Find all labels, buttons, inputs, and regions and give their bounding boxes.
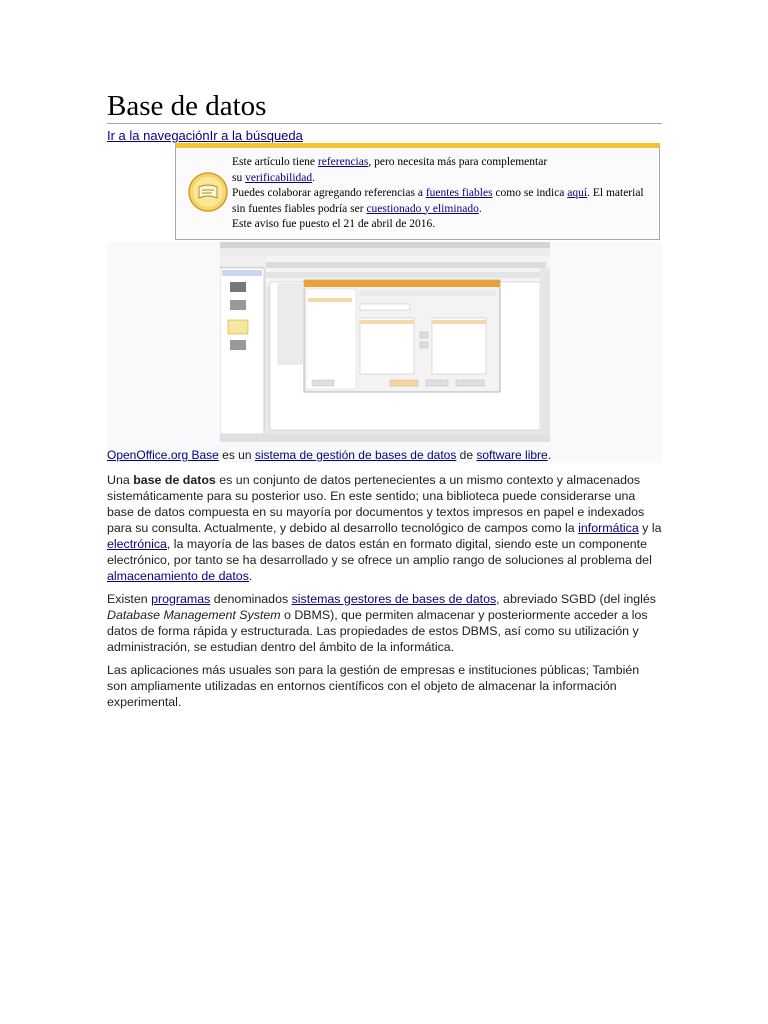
skip-to-search-link[interactable]: Ir a la búsqueda: [209, 128, 303, 143]
openoffice-base-link[interactable]: OpenOffice.org Base: [107, 448, 219, 462]
skip-to-navigation-link[interactable]: Ir a la navegación: [107, 128, 210, 143]
software-libre-link[interactable]: software libre: [476, 448, 548, 462]
notice-text-fragment: .: [478, 202, 482, 215]
notice-text-fragment: . El material: [587, 187, 644, 199]
electronica-link[interactable]: electrónica: [107, 537, 167, 551]
scroll-quote-icon: [188, 172, 228, 212]
notice-text-fragment: como se indica: [492, 187, 568, 199]
caption-text-fragment: .: [547, 448, 552, 462]
sistema-gestion-bd-link[interactable]: sistema de gestión de bases de datos: [254, 448, 457, 462]
text-fragment: , abreviado SGBD (del inglés: [496, 592, 656, 606]
fuentes-fiables-link[interactable]: fuentes fiables: [425, 187, 493, 199]
text-fragment: o DBMS), que permiten almacenar y posteriormente acceder a los datos de forma rápida y estructurada. Las propiedades de estos DBMS, así como su utilización y administración, se estudian dentro del ámbito de la informática.: [107, 608, 648, 654]
verificabilidad-link[interactable]: verificabilidad: [245, 171, 313, 184]
notice-text-fragment: su: [232, 171, 246, 184]
text-fragment: y la: [638, 521, 662, 535]
text-fragment: es un conjunto de datos pertenecientes a un mismo contexto y almacenados sistemáticamente para su posterior uso. En este sentido; una biblioteca puede considerarse una base de datos compuesta en su mayoría por documentos y textos impresos en papel e indexados para su consulta. Actualmente, y debido al desarrollo tecnológico de campos como la: [107, 473, 645, 535]
paragraph-1: [107, 472, 662, 584]
referencias-link[interactable]: referencias: [317, 156, 369, 168]
figure: [107, 242, 662, 463]
text-fragment: denominados: [210, 592, 292, 606]
notice-text-fragment: Este artículo tiene: [232, 156, 318, 168]
caption-text-fragment: es un: [218, 448, 255, 462]
notice-text: [232, 155, 652, 233]
skip-links: [107, 128, 303, 144]
text-fragment: Una: [107, 473, 134, 487]
notice-date: Este aviso fue puesto el 21 de abril de 2016.: [232, 218, 436, 230]
figure-caption: [107, 447, 551, 463]
sgbd-link[interactable]: sistemas gestores de bases de datos: [291, 592, 497, 606]
notice-text-fragment: Puedes colaborar agregando referencias a: [232, 187, 426, 199]
article-body: [107, 472, 662, 717]
page-title: Base de datos: [107, 90, 267, 122]
references-notice-box: [175, 143, 660, 240]
caption-text-fragment: de: [456, 448, 477, 462]
notice-text-fragment: sin fuentes fiables podría ser: [232, 202, 367, 215]
paragraph-3: Las aplicaciones más usuales son para la gestión de empresas e instituciones públicas; También son ampliamente utilizadas en entornos científicos con el objeto de almacenar la información experimental.: [107, 663, 640, 709]
openoffice-base-screenshot[interactable]: [220, 242, 550, 442]
paragraph-2: [107, 591, 662, 655]
cuestionado-y-eliminado-link[interactable]: cuestionado y eliminado: [366, 202, 479, 215]
notice-text-fragment: .: [312, 171, 316, 184]
text-fragment: , la mayoría de las bases de datos están en formato digital, siendo este un componente electrónico, por tanto se ha desarrollado y se ofrece un amplio rango de soluciones al problema del: [107, 537, 652, 567]
informatica-link[interactable]: informática: [578, 521, 639, 535]
text-fragment: Existen: [107, 592, 152, 606]
programas-link[interactable]: programas: [151, 592, 211, 606]
almacenamiento-de-datos-link[interactable]: almacenamiento de datos: [107, 569, 249, 583]
aqui-link[interactable]: aquí: [567, 187, 588, 199]
text-fragment: .: [248, 569, 253, 583]
title-divider: [107, 123, 662, 124]
bold-term: base de datos: [133, 473, 216, 487]
italic-term: Database Management System: [107, 608, 281, 622]
notice-text-fragment: , pero necesita más para complementar: [368, 156, 548, 168]
